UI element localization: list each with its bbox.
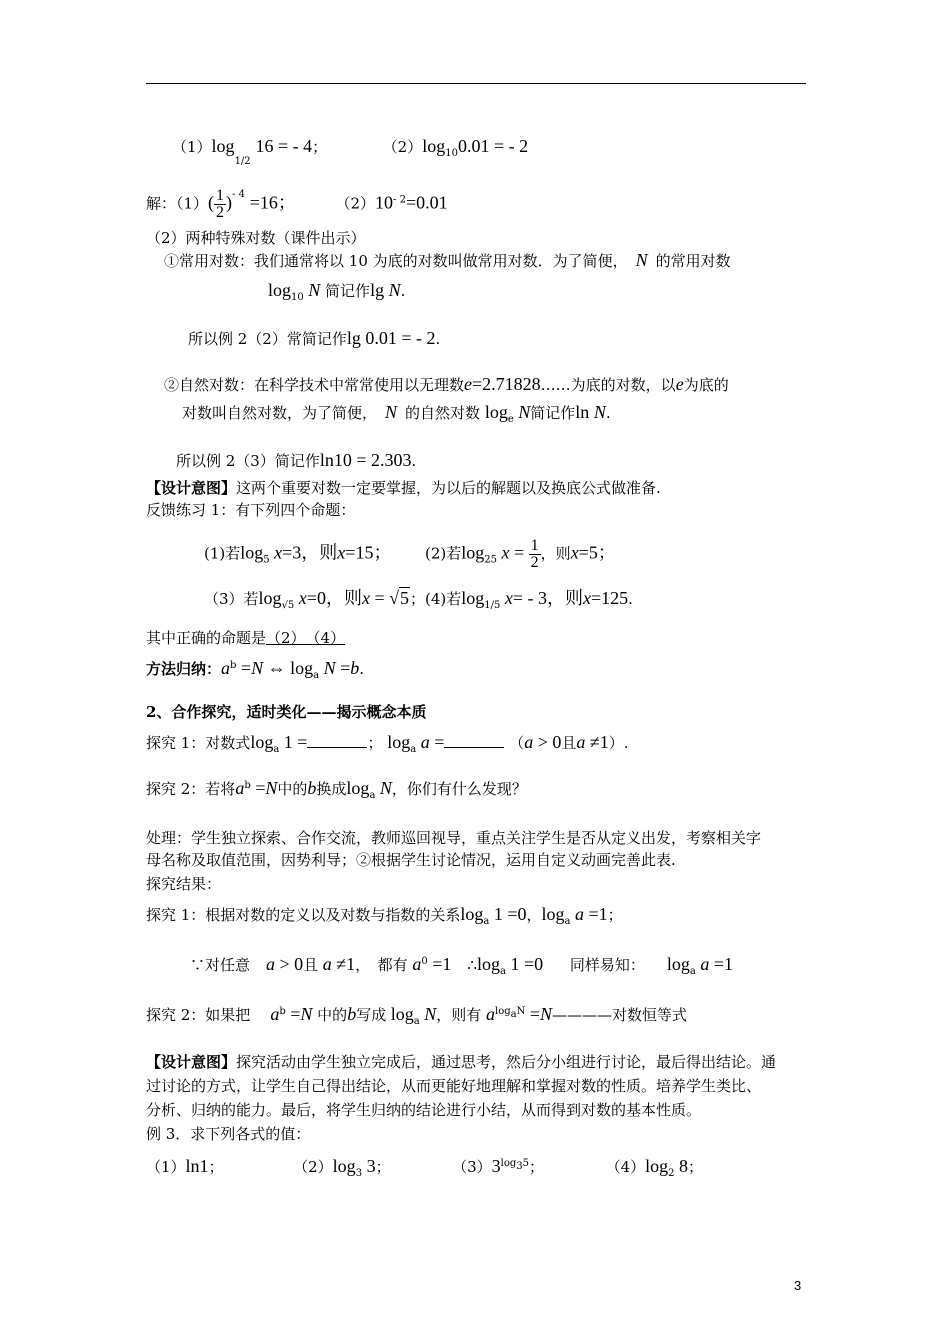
process-line-1: 处理：学生独立探索、合作交流，教师巡回视导，重点关注学生是否从定义出发，考察相关字 (146, 829, 762, 847)
example-3-items: （1）ln1； $(2)\log_3$ 3； $(3)3^{log_35}$； $(4)\log_2$ 8； (146, 1156, 704, 1179)
natural-log-example: 所以例 2（3）简记作ln10 = 2.303. (176, 450, 417, 470)
section-special-logs: （2）两种特殊对数（课件出示） (146, 229, 366, 247)
design-intent-1: 【设计意图】这两个重要对数一定要掌握，为以后的解题以及换底公式做准备. (146, 479, 661, 497)
page-number: 3 (794, 1278, 802, 1293)
correct-answer-line: 其中正确的命题是（2） （4） (146, 629, 346, 647)
common-log-line: ①常用对数：我们通常将以 10 为底的对数叫做常用对数．为了简便， N 的常用对数 (164, 250, 731, 270)
example-3-heading: 例 3．求下列各式的值： (146, 1125, 311, 1143)
explore-2: 探究 2：若将$a^b =N$中的b换成$\log_a N$，你们有什么发现？ (146, 778, 527, 801)
results-heading: 探究结果： (146, 875, 222, 893)
method-summary: 方法归纳：$a^b =N$ ⇔ $\log_a N =b$. (146, 658, 365, 681)
exercise-row-2: （3）若$\log_{√5} x=0$，则x = √5；(4)若$\log_{1/5} x= - 3$，则x=125. (204, 588, 633, 611)
exercise-intro: 反馈练习 1：有下列四个命题： (146, 501, 356, 519)
natural-log-line: ②自然对数：在科学技术中常常使用以无理数e=2.71828……为底的对数，以e为底的 (164, 374, 729, 394)
design-intent-2-line-3: 分析、归纳的能力。最后，将学生归纳的结论进行小结，从而得到对数的基本性质。 (146, 1101, 702, 1119)
process-line-2: 母名称及取值范围，因势利导；②根据学生讨论情况，运用自定义动画完善此表. (146, 851, 676, 869)
section-2-heading: 2、合作探究，适时类化——揭示概念本质 (146, 703, 427, 721)
result-1: 探究 1：根据对数的定义以及对数与指数的关系$\log_a 1 =0$，$\log_a a =1$； (146, 904, 623, 927)
example-line-1: $(1)\log_{1/2}$ 16 = - 4； $(2)\log_{10}0.01$ = - 2 (172, 136, 529, 167)
design-intent-2: 【设计意图】探究活动由学生独立完成后，通过思考，然后分小组进行讨论，最后得出结论。通 (146, 1053, 777, 1071)
design-intent-2-line-2: 过讨论的方式，让学生自己得出结论，从而更能好地理解和掌握对数的性质。培养学生类比、 (146, 1077, 762, 1095)
natural-log-notation: 对数叫自然对数，为了简便， N 的自然对数 $\log_e N$简记作ln N. (182, 402, 611, 425)
exercise-row-1: (1)若$\log_5 x=3$，则x=15； (2)若$\log_{25} x$ = $\frac{1}{2}$ ，则x=5； (204, 537, 616, 571)
result-2: 探究 2：如果把 $a^b =N$ 中的b写成 $\log_a N$，则有 $a^{log_aN}$ =N————对数恒等式 (146, 1004, 688, 1027)
common-log-example: 所以例 2（2）常简记作lg 0.01 = - 2. (188, 328, 441, 348)
header-rule (146, 83, 806, 84)
result-1-proof: ∵对任意 a > 0且 a ≠1， 都有 $a^0 =1$ $\therefore\log_a$ 1 =0 同样易知： $\log_a a =1$ (190, 954, 734, 977)
explore-1: 探究 1：对数式$\log_a 1$ = ； $\log_a a = (a > 0$且a ≠1）. (146, 732, 629, 755)
solution-line: 解：（1）( $\frac{1}{2}$ )$^{- 4}$ =16； $(2)10^{- 2}=0.01$ (146, 187, 448, 221)
common-log-notation: $\log_{10} N$ 简记作lg N. (268, 280, 406, 303)
